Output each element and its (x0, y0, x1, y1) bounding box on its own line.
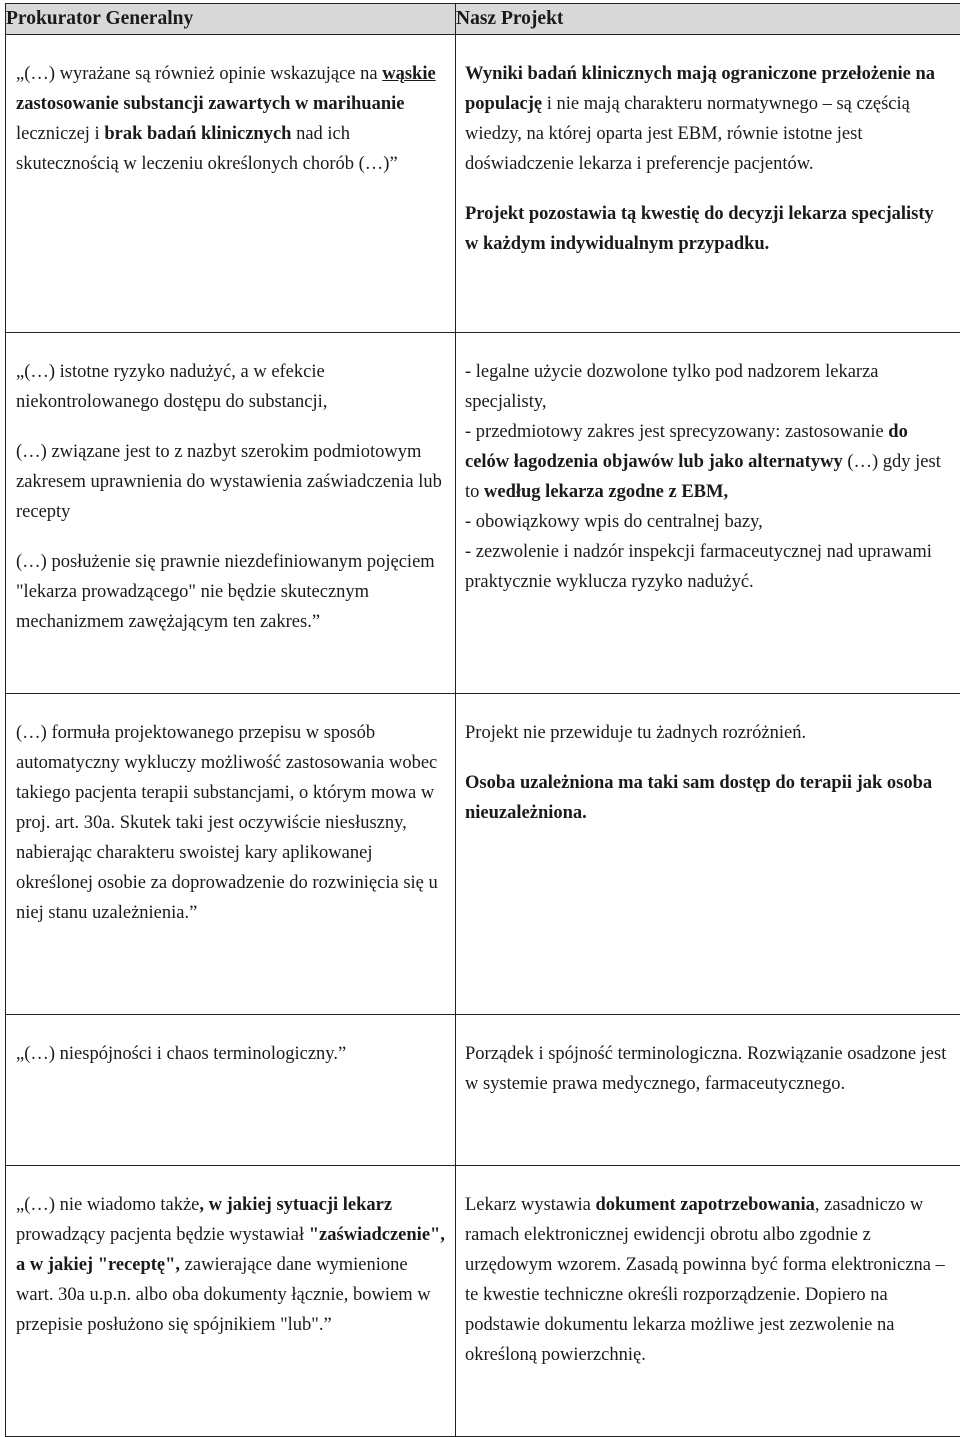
text-segment: Osoba uzależniona ma taki sam dostęp do terapii jak osoba nieuzależniona. (465, 773, 932, 823)
paragraph (465, 718, 950, 748)
text-segment: brak badań klinicznych (104, 124, 291, 144)
projekt-cell (456, 1166, 960, 1437)
text-segment: Lekarz wystawia (465, 1195, 595, 1215)
text-segment: - legalne użycie dozwolone tylko pod nadzorem lekarza specjalisty, (465, 362, 879, 412)
header-projekt: Nasz Projekt (456, 4, 960, 35)
table-row (6, 333, 960, 694)
text-segment: nad ich skutecznością w leczeniu określonych chorób (…)” (16, 124, 398, 174)
projekt-cell (456, 1015, 960, 1166)
prokurator-cell (6, 1015, 456, 1166)
comparison-table (5, 3, 960, 1437)
table-row (6, 35, 960, 333)
text-segment: zawierające dane wymienione wart. 30a u.p.n. albo oba dokumenty łącznie, bowiem w przepisie posłużono się spójnikiem "lub".” (16, 1255, 431, 1335)
text-segment: wąskie (382, 64, 435, 84)
paragraph (465, 357, 950, 597)
text-segment: - obowiązkowy wpis do centralnej bazy, (465, 512, 763, 532)
text-segment: Projekt pozostawia tą kwestię do decyzji lekarza specjalisty w każdym indywidualnym przypadku. (465, 204, 934, 254)
paragraph (16, 1190, 445, 1340)
paragraph (465, 59, 950, 179)
table-row (6, 694, 960, 1015)
paragraph (16, 547, 445, 637)
paragraph (16, 718, 445, 928)
text-segment: według lekarza zgodne z EBM, (484, 482, 728, 502)
text-segment: (…) formuła projektowanego przepisu w sposób automatyczny wykluczy możliwość zastosowania wobec takiego pacjenta terapii substancjami, o którym mowa w proj. art. 30a. Skutek taki jest oczywiście niesłuszny, nabierając charakteru swoistej kary aplikowanej określonej osobie za doprowadzenie do rozwinięcia się u niej stanu uzależnienia.” (16, 723, 438, 923)
text-segment: (…) posłużenie się prawnie niezdefiniowanym pojęciem "lekarza prowadzącego" nie będzie skutecznym mechanizmem zawężającym ten zakres.” (16, 552, 435, 632)
projekt-cell (456, 694, 960, 1015)
text-segment: Porządek i spójność terminologiczna. Rozwiązanie osadzone jest w systemie prawa medycznego, farmaceutycznego. (465, 1044, 946, 1094)
paragraph (16, 1039, 445, 1069)
text-segment: "zaświadczenie", a w jakiej "receptę", (16, 1225, 445, 1275)
prokurator-cell (6, 35, 456, 333)
paragraph (16, 59, 445, 179)
text-segment: - zezwolenie i nadzór inspekcji farmaceutycznej nad uprawami praktycznie wyklucza ryzyko nadużyć. (465, 542, 932, 592)
prokurator-cell (6, 333, 456, 694)
text-segment: „(…) istotne ryzyko nadużyć, a w efekcie niekontrolowanego dostępu do substancji, (16, 362, 327, 412)
text-segment: „(…) niespójności i chaos terminologiczny.” (16, 1044, 346, 1064)
header-prokurator: Prokurator Generalny (6, 4, 456, 35)
paragraph (465, 768, 950, 828)
text-segment: prowadzący pacjenta będzie wystawiał (16, 1225, 309, 1245)
text-segment: do celów łagodzenia objawów lub jako alternatywy (465, 422, 908, 472)
text-segment: „(…) nie wiadomo także (16, 1195, 199, 1215)
paragraph (16, 357, 445, 417)
paragraph (465, 199, 950, 259)
table-row (6, 1015, 960, 1166)
text-segment: - przedmiotowy zakres jest sprecyzowany: zastosowanie (465, 422, 888, 442)
paragraph (465, 1190, 950, 1370)
header-row (6, 4, 960, 35)
text-segment: dokument zapotrzebowania (595, 1195, 814, 1215)
text-segment: Wyniki badań klinicznych mają ograniczone przełożenie na populację (465, 64, 935, 114)
text-segment: , zasadniczo w ramach elektronicznej ewidencji obrotu albo zgodnie z urzędowym wzorem. Zasadą powinna być forma elektroniczna – te kwestie techniczne określi rozporządzenie. Dopiero na podstawie dokumentu lekarza możliwe jest zezwolenie na określoną powierzchnię. (465, 1195, 945, 1365)
projekt-cell (456, 333, 960, 694)
paragraph (16, 437, 445, 527)
prokurator-cell (6, 694, 456, 1015)
text-segment: leczniczej i (16, 124, 104, 144)
text-segment: Projekt nie przewiduje tu żadnych rozróżnień. (465, 723, 806, 743)
prokurator-cell (6, 1166, 456, 1437)
text-segment: (…) gdy jest to (465, 452, 941, 502)
paragraph (465, 1039, 950, 1099)
text-segment: , w jakiej sytuacji lekarz (199, 1195, 392, 1215)
text-segment: zastosowanie substancji zawartych w marihuanie (16, 94, 405, 114)
text-segment: i nie mają charakteru normatywnego – są częścią wiedzy, na której oparta jest EBM, równie istotne jest doświadczenie lekarza i preferencje pacjentów. (465, 94, 910, 174)
text-segment: „(…) wyrażane są również opinie wskazujące na (16, 64, 382, 84)
projekt-cell (456, 35, 960, 333)
table-row (6, 1166, 960, 1437)
text-segment: (…) związane jest to z nazbyt szerokim podmiotowym zakresem uprawnienia do wystawienia zaświadczenia lub recepty (16, 442, 442, 522)
